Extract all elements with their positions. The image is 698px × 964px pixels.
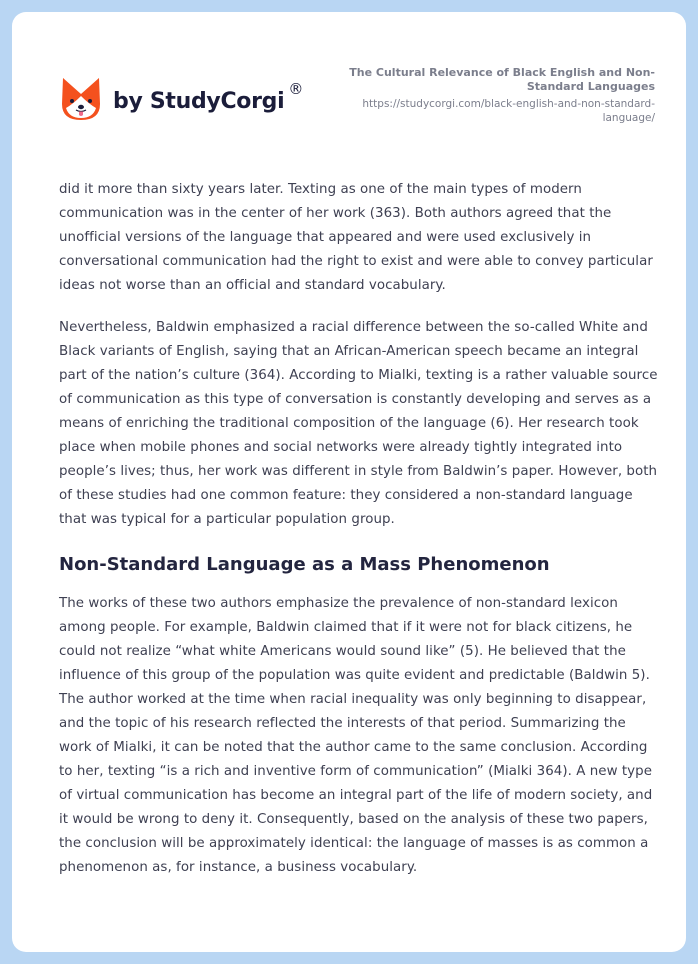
page-header: [12, 12, 686, 152]
corgi-logo-icon: [61, 76, 101, 122]
studycorgi-logo[interactable]: [61, 76, 303, 122]
registered-mark: ®: [288, 80, 304, 98]
document-title: The Cultural Relevance of Black English and Non-Standard Languages: [349, 66, 655, 93]
logo-text: by StudyCorgi: [113, 88, 285, 114]
paragraph: Nevertheless, Baldwin emphasized a racial difference between the so-called White and Black variants of English, saying that an African-American speech became an integral part of the nation’s culture (364). According to Mialki, texting is a rather valuable source of communication as this type of conversation is constantly developing and serves as a means of enriching the traditional composition of the language (6). Her research took place when mobile phones and social networks were already tightly integrated into people’s lives; thus, her work was different in style from Baldwin’s paper. However, both of these studies had one common feature: they considered a non-standard language that was typical for a particular population group.: [59, 320, 658, 527]
section-heading: Non-Standard Language as a Mass Phenomenon: [59, 554, 550, 575]
document-url[interactable]: https://studycorgi.com/black-english-and-non-standard-language/: [362, 98, 655, 124]
document-page: [12, 12, 686, 952]
document-meta: [325, 66, 655, 125]
paragraph: The works of these two authors emphasize the prevalence of non-standard lexicon among people. For example, Baldwin claimed that if it were not for black citizens, he could not realize “what white Americans would sound like” (5). He believed that the influence of this group of the population was quite evident and predictable (Baldwin 5). The author worked at the time when racial inequality was only beginning to disappear, and the topic of his research reflected the interests of that period. Summarizing the work of Mialki, it can be noted that the author came to the same conclusion. According to her, texting “is a rich and inventive form of communication” (Mialki 364). A new type of virtual communication has become an integral part of the life of modern society, and it would be wrong to deny it. Consequently, based on the analysis of these two papers, the conclusion will be approximately identical: the language of masses is as common a phenomenon as, for instance, a business vocabulary.: [59, 596, 653, 875]
article-body: [59, 178, 659, 898]
paragraph: did it more than sixty years later. Texting as one of the main types of modern communication was in the center of her work (363). Both authors agreed that the unofficial versions of the language that appeared and were used exclusively in conversational communication had the right to exist and were able to convey particular ideas not worse than an official and standard vocabulary.: [59, 182, 653, 293]
